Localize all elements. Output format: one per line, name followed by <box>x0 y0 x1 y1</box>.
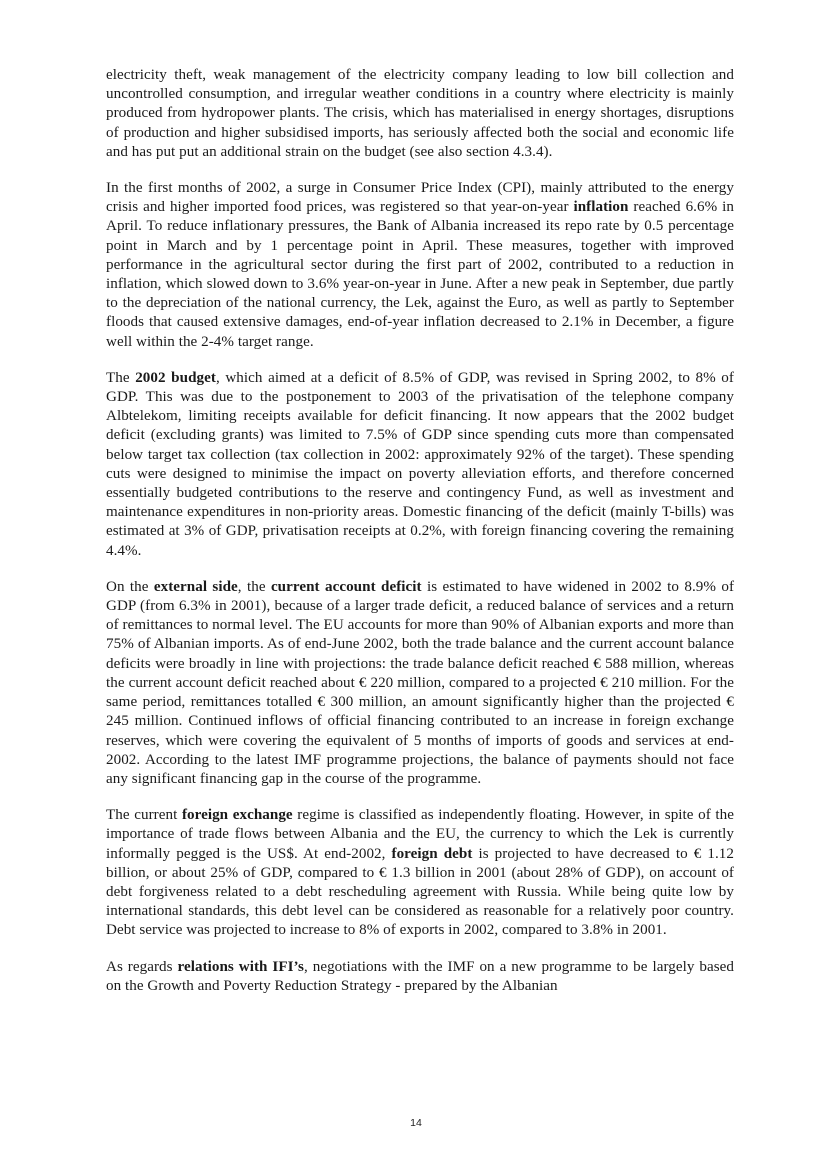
text-run: The current <box>106 807 182 824</box>
paragraph-foreign-exchange <box>106 806 734 940</box>
bold-keyword: foreign debt <box>391 845 473 862</box>
text-run: is projected to have decreased to € 1.12 billion, or about 25% of GDP, compared to € 1.3 billion in 2001 (about 28% of GDP), on account of debt forgiveness related to a debt rescheduling agreement with Russia. While being quite low by international standards, this debt level can be considered as reasonable for a relatively poor country. Debt service was projected to increase to 8% of exports in 2002, compared to 3.8% in 2001. <box>106 845 734 939</box>
text-run: In the first months of 2002, a surge in Consumer Price Index (CPI), mainly attributed to the energy crisis and higher imported food prices, was registered so that year-on-year <box>106 180 734 216</box>
paragraph-relations-ifi <box>106 958 734 996</box>
text-run: , which aimed at a deficit of 8.5% of GDP, was revised in Spring 2002, to 8% of GDP. This was due to the postponement to 2003 of the privatisation of the telephone company Albtelekom, limiting receipts available for deficit financing. It now appears that the 2002 budget deficit (excluding grants) was limited to 7.5% of GDP since spending cuts more than compensated below target tax collection (tax collection in 2002: approximately 92% of the target). These spending cuts were designed to minimise the impact on poverty alleviation efforts, and therefore concerned essentially budgeted contributions to the reserve and contingency Fund, as well as investment and maintenance expenditures in non-priority areas. Domestic financing of the deficit (mainly T-bills) was estimated at 3% of GDP, privatisation receipts at 0.2%, with foreign financing covering the remaining 4.4%. <box>106 369 734 559</box>
text-run: The <box>106 369 136 386</box>
text-run: regime is classified as independently floating. However, in spite of the importance of trade flows between Albania and the EU, the currency to which the Lek is currently informally pegged is the US$. At end-2002, <box>106 807 735 862</box>
body-text <box>106 66 734 1013</box>
paragraph-external-side <box>106 578 734 789</box>
bold-keyword: current account deficit <box>270 578 422 595</box>
text-run: As regards <box>106 958 178 975</box>
page-number: 14 <box>410 1117 422 1129</box>
paragraph-inflation <box>106 179 734 352</box>
text-run: is estimated to have widened in 2002 to 8.9% of GDP (from 6.3% in 2001), because of a larger trade deficit, a reduced balance of services and a return of remittances to normal level. The EU accounts for more than 90% of Albanian exports and more than 75% of Albanian imports. As of end-June 2002, both the trade balance and the current account balance deficits were broadly in line with projections: the trade balance deficit reached € 588 million, whereas the current account deficit reached about € 220 million, compared to a projected € 210 million. For the same period, remittances totalled € 300 million, an amount significantly higher than the projected € 245 million. Continued inflows of official financing contributed to an increase in foreign exchange reserves, which were covering the equivalent of 5 months of imports of goods and services at end-2002. According to the latest IMF programme projections, the balance of payments should not face any significant financing gap in the course of the programme. <box>106 578 735 787</box>
text-run: , negotiations with the IMF on a new programme to be largely based on the Growth and Poverty Reduction Strategy - prepared by the Albanian <box>106 958 734 994</box>
bold-keyword: inflation <box>573 199 629 216</box>
bold-keyword: 2002 budget <box>135 369 216 386</box>
text-run: , the <box>237 578 271 595</box>
paragraph-budget <box>106 369 734 561</box>
bold-keyword: relations with IFI’s <box>177 958 304 975</box>
text-run: On the <box>106 578 154 595</box>
bold-keyword: foreign exchange <box>181 807 293 824</box>
text-run: reached 6.6% in April. To reduce inflationary pressures, the Bank of Albania increased its repo rate by 0.5 percentage point in March and by 1 percentage point in April. These measures, together with improved performance in the agricultural sector during the first part of 2002, contributed to a reduction in inflation, which slowed down to 3.6% year-on-year in June. After a new peak in September, due partly to the depreciation of the national currency, the Lek, against the Euro, as well as partly to September floods that caused extensive damages, end-of-year inflation decreased to 2.1% in December, a figure well within the 2-4% target range. <box>106 199 734 350</box>
paragraph-electricity-crisis <box>106 66 734 162</box>
text-run: electricity theft, weak management of the electricity company leading to low bill collection and uncontrolled consumption, and irregular weather conditions in a country where electricity is mainly produced from hydropower plants. The crisis, which has materialised in energy shortages, disruptions of production and higher subsidised imports, has seriously affected both the social and economic life and has put put an additional strain on the budget (see also section 4.3.4). <box>106 67 734 160</box>
bold-keyword: external side <box>153 578 238 595</box>
